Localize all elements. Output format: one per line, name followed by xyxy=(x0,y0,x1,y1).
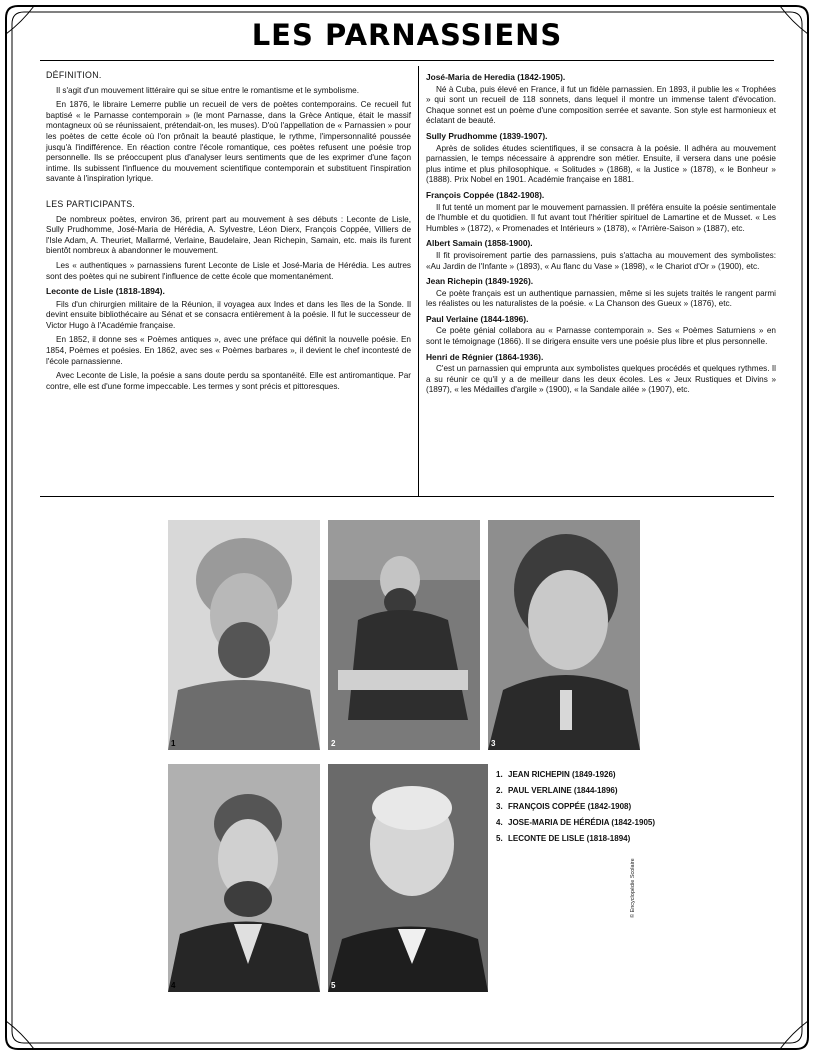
portrait-photo-5 xyxy=(328,764,488,992)
poet-heading-sully-prudhomme: Sully Prudhomme (1839-1907). xyxy=(426,130,548,141)
portrait-photo-1 xyxy=(168,520,320,750)
definition-paragraph: En 1876, le libraire Lemerre publie un recueil de vers de poètes contemporains. Ce recueil fut baptisé « le Parnasse contemporain » (le mont Parnasse, dans la Grèce Antique, était le massif montagneux où se réunissaient, prétendait-on, les muses). D'où l'appellation de « Parnassien » pour les poètes de cette école où l'on prônait la beauté plastique, le rythme, l'impersonnalité poussée jusqu'à l'indifférence. En réaction contre l'école romantique, ces poètes refusent une poésie trop personnelle. Ils se préoccupent plus d'analyser leurs sentiments que de les exprimer d'une façon intime. Ils subissent l'influence du mouvement scientifique contemporain et substituent l'inspiration savante à l'inspiration lyrique. xyxy=(46,100,411,184)
middle-divider xyxy=(40,496,774,497)
poet-paragraph: Après de solides études scientifiques, il se consacra à la poésie. Il adhéra au mouvement parnassien, le temps nécessaire à apprendre son métier. Ensuite, il versera dans une poésie plus intime et plus philosophique. « Solitudes » (1868), « la Justice » (1878), « le Bonheur » (1888). Prix Nobel en 1901. Académie française en 1881. xyxy=(426,143,776,185)
legend-item xyxy=(496,818,666,828)
poet-heading-coppee: François Coppée (1842-1908). xyxy=(426,189,545,200)
legend-text: LECONTE DE LISLE (1818-1894) xyxy=(508,834,631,843)
right-column xyxy=(426,68,776,400)
photo-number: 1 xyxy=(171,739,176,748)
top-divider xyxy=(40,60,774,61)
poet-paragraph: Ce poète génial collabora au « Parnasse contemporain ». Ses « Poèmes Saturniens » en sont le témoignage (1866). Il se dirigera ensuite vers une poésie plus libre et plus personnelle. xyxy=(426,326,776,347)
photo-number: 2 xyxy=(331,739,336,748)
poet-paragraph: Ce poète français est un authentique parnassien, même si les sujets traités le rangent parmi les réalistes ou les naturalistes de la poésie. « La Chanson des Gueux » (1876), etc. xyxy=(426,288,776,309)
legend-text: JEAN RICHEPIN (1849-1926) xyxy=(508,770,616,779)
legend-item xyxy=(496,802,666,812)
portrait-photo-3 xyxy=(488,520,640,750)
poet-heading-samain: Albert Samain (1858-1900). xyxy=(426,238,533,249)
definition-heading: DÉFINITION. xyxy=(46,70,102,80)
legend-number: 2. xyxy=(496,786,503,795)
poet-paragraph: C'est un parnassien qui emprunta aux symbolistes quelques procédés et quelques rythmes. Il a su réunir ce qu'il y a de meilleur dans les deux écoles. Les « Jeux Rustiques et Divins » (1897), « les Médailles d'argile » (1900), « la Sandale ailée » (1907), etc. xyxy=(426,364,776,395)
legend-text: PAUL VERLAINE (1844-1896) xyxy=(508,786,618,795)
legend-number: 5. xyxy=(496,834,503,843)
portrait-photo-2 xyxy=(328,520,480,750)
legend-item xyxy=(496,834,666,844)
poet-paragraph: Né à Cuba, puis élevé en France, il fut un fidèle parnassien. En 1893, il publie les « Trophées » qui sont un recueil de 118 sonnets, dans lequel il montre un immense talent d'évocation. Chaque sonnet est un poème d'une composition serrée et savante. Son style est harmonieux et éclatant de beauté. xyxy=(426,84,776,126)
left-column xyxy=(46,68,411,396)
photo-number: 3 xyxy=(491,739,496,748)
participants-heading: LES PARTICIPANTS. xyxy=(46,198,136,209)
legend-item xyxy=(496,786,666,796)
page-title: LES PARNASSIENS xyxy=(251,18,563,52)
poet-paragraph: Il fit provisoirement partie des parnassiens, puis s'attacha au mouvement des symbolistes: «Au Jardin de l'Infante » (1893), « Au flanc du Vase » (1898), « le Chariot d'Or » (1900), etc. xyxy=(426,250,776,271)
poet-heading-leconte-de-lisle: Leconte de Lisle (1818-1894). xyxy=(46,286,165,297)
poet-paragraph: Il fut tenté un moment par le mouvement parnassien. Il préféra ensuite la poésie sentimentale de l'humble et du quotidien. Il fut avant tout l'héritier spirituel de Lamartine et de Musset. « Les Humbles » (1872), « Promenades et Intérieurs » (1878), « l'Arrière-Saison » (1887), etc. xyxy=(426,202,776,233)
photo-number: 4 xyxy=(171,981,176,990)
photo-number: 5 xyxy=(331,981,336,990)
legend-number: 4. xyxy=(496,818,503,827)
photo-legend xyxy=(496,770,666,850)
participants-paragraph: Les « authentiques » parnassiens furent Leconte de Lisle et José-Maria de Hérédia. Les autres sont des poètes qui ne subirent l'influence de cette école que momentanément. xyxy=(46,260,411,281)
poet-heading-verlaine: Paul Verlaine (1844-1896). xyxy=(426,313,529,324)
poet-paragraph: Fils d'un chirurgien militaire de la Réunion, il voyagea aux Indes et dans les îles de la Sonde. Il devint ensuite bibliothécaire au Sénat et se consacra entièrement à la poésie. Il fut le successeur de Victor Hugo à l'Académie française. xyxy=(46,299,411,330)
poet-heading-heredia: José-Maria de Heredia (1842-1905). xyxy=(426,72,566,82)
poet-heading-richepin: Jean Richepin (1849-1926). xyxy=(426,276,534,287)
participants-paragraph: De nombreux poètes, environ 36, prirent part au mouvement à ses débuts : Leconte de Lisle, Sully Prudhomme, José-Maria de Hérédia, A. Sylvestre, Léon Dierx, François Coppée, Villiers de l'Isle Adam, A. Theuriet, Mallarmé, Verlaine, Baudelaire, Jean Richepin, Samain, etc. mais ils furent bientôt nombreux à abandonner le mouvement. xyxy=(46,214,411,256)
poet-paragraph: En 1852, il donne ses « Poèmes antiques », avec une préface qui définit la nouvelle poésie. En 1854, Poèmes et poésies. En 1862, avec ses « Poèmes barbares », il devient le chef incontesté de l'école parnassienne. xyxy=(46,335,411,366)
legend-text: JOSE-MARIA DE HÉRÉDIA (1842-1905) xyxy=(508,818,656,827)
legend-number: 1. xyxy=(496,770,503,779)
definition-paragraph: Il s'agit d'un mouvement littéraire qui se situe entre le romantisme et le symbolisme. xyxy=(56,85,360,95)
poet-heading-regnier: Henri de Régnier (1864-1936). xyxy=(426,351,544,362)
legend-number: 3. xyxy=(496,802,503,811)
legend-item xyxy=(496,770,666,780)
poet-paragraph: Avec Leconte de Lisle, la poésie a sans doute perdu sa spontanéité. Elle est antiromantique. Par contre, elle est d'une forme impeccable. Les termes y sont précis et pittoresques. xyxy=(46,371,411,391)
portrait-photo-4 xyxy=(168,764,320,992)
photo-credit: © Encyclopédie Scolaire xyxy=(630,858,636,918)
column-divider xyxy=(418,66,419,496)
legend-text: FRANÇOIS COPPÉE (1842-1908) xyxy=(508,802,632,811)
